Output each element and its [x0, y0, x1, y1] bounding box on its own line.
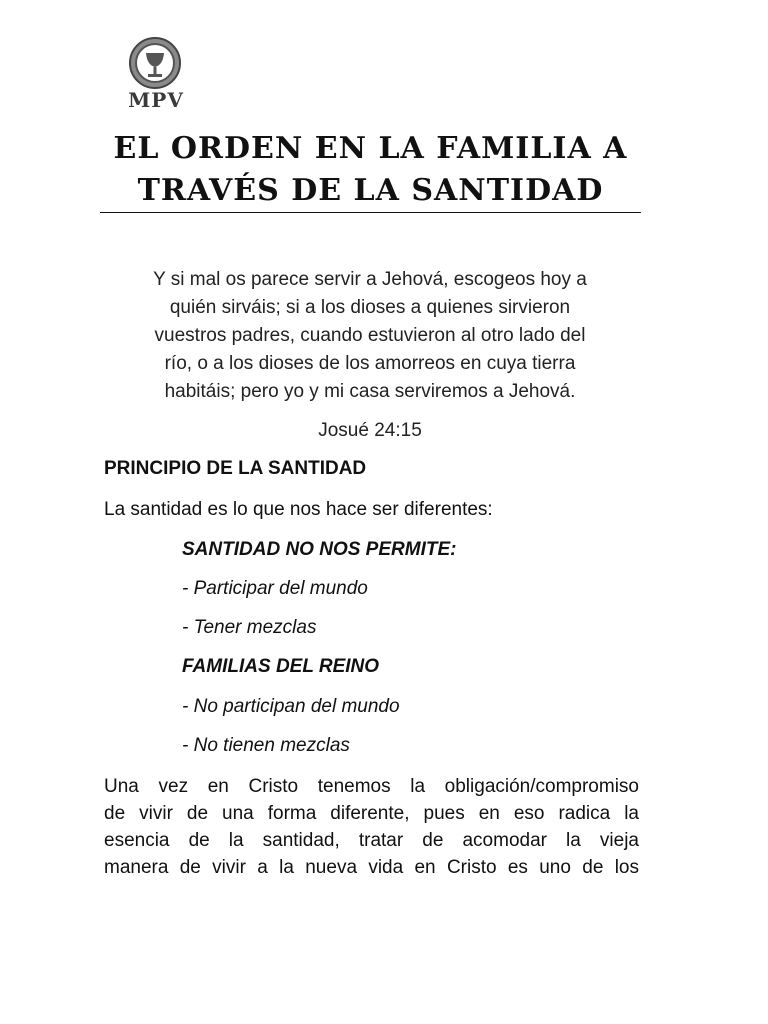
- logo-text: MPV: [128, 88, 184, 112]
- list2-title: FAMILIAS DEL REINO: [182, 656, 380, 677]
- title-line-1: EL ORDEN EN LA FAMILIA A: [113, 131, 628, 166]
- list-item: - Tener mezclas: [182, 617, 317, 638]
- paragraph-line: Una vez en Cristo tenemos la obligación/compromiso: [104, 776, 639, 797]
- verse-line: río, o a los dioses de los amorreos en cuya tierra: [164, 353, 576, 374]
- verse-line: quién sirváis; si a los dioses a quienes sirvieron: [169, 297, 571, 318]
- body-paragraph: [104, 773, 639, 881]
- section-intro: La santidad es lo que nos hace ser diferentes:: [104, 499, 493, 520]
- paragraph-line: de vivir de una forma diferente, pues en eso radica la: [104, 803, 639, 824]
- section-heading: PRINCIPIO DE LA SANTIDAD: [104, 458, 367, 479]
- title-line-2: TRAVÉS DE LA SANTIDAD: [137, 173, 604, 208]
- verse-line: habitáis; pero yo y mi casa serviremos a Jehová.: [164, 381, 576, 402]
- verse-reference: Josué 24:15: [318, 420, 422, 441]
- chalice-emblem-icon: [126, 36, 184, 90]
- verse-line: vuestros padres, cuando estuvieron al otro lado del: [154, 325, 586, 346]
- list1-title: SANTIDAD NO NOS PERMITE:: [182, 539, 457, 560]
- verse-line: Y si mal os parece servir a Jehová, escogeos hoy a: [153, 269, 587, 290]
- list-item: - No participan del mundo: [182, 696, 400, 717]
- paragraph-line: esencia de la santidad, tratar de acomodar la vieja: [104, 830, 639, 851]
- list-item: - No tienen mezclas: [182, 735, 350, 756]
- scripture-verse: [104, 266, 636, 406]
- paragraph-line: manera de vivir a la nueva vida en Cristo es uno de los: [104, 857, 639, 878]
- page-title: [100, 128, 641, 212]
- mpv-logo: [120, 36, 192, 110]
- list-item: - Participar del mundo: [182, 578, 368, 599]
- title-divider: [100, 212, 641, 213]
